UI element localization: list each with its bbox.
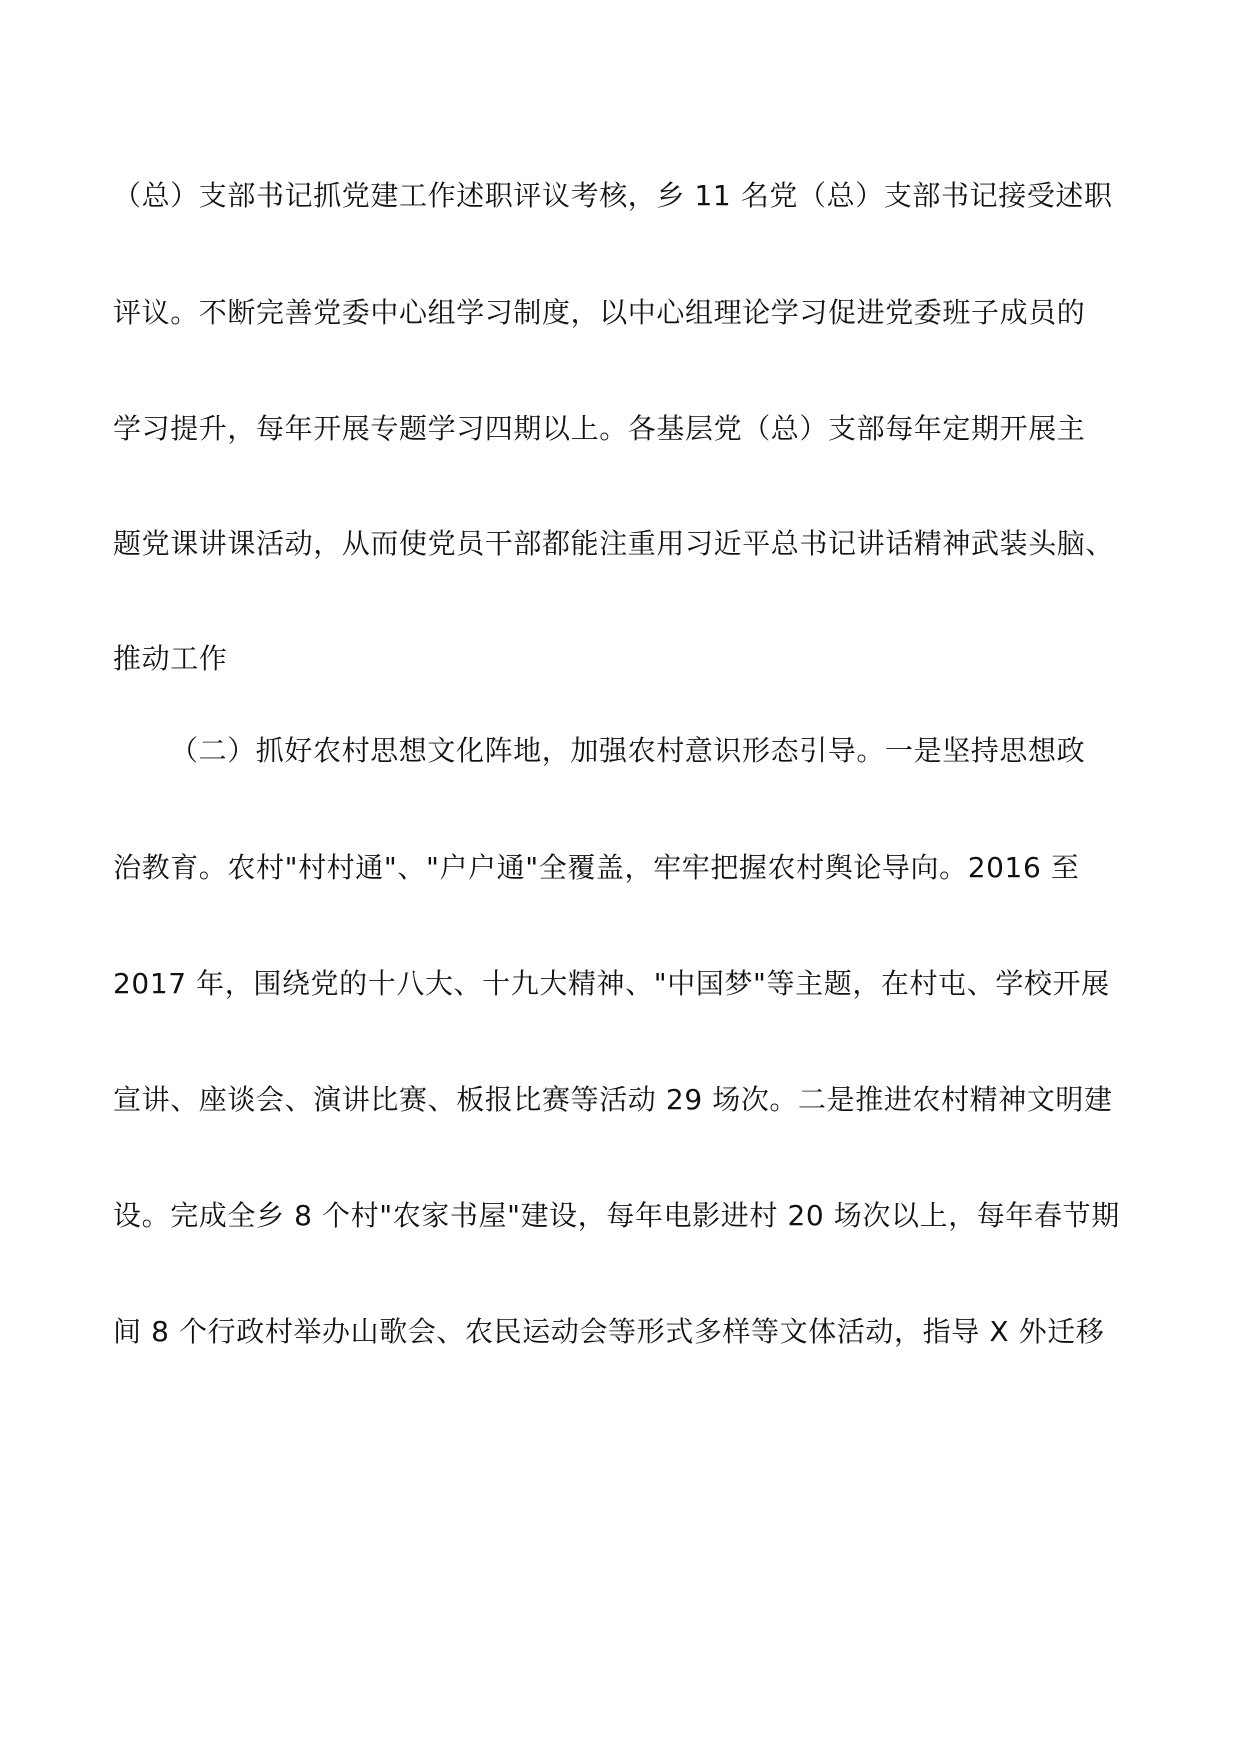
paragraph-line: （总）支部书记抓党建工作述职评议考核，乡 11 名党（总）支部书记接受述职 xyxy=(113,179,1113,212)
section-heading-line: （二）抓好农村思想文化阵地，加强农村意识形态引导。一是坚持思想政 xyxy=(170,734,1086,767)
paragraph-line: 宣讲、座谈会、演讲比赛、板报比赛等活动 29 场次。二是推进农村精神文明建 xyxy=(113,1083,1113,1116)
paragraph-line: 2017 年，围绕党的十八大、十九大精神、"中国梦"等主题，在村屯、学校开展 xyxy=(113,967,1110,1000)
paragraph-line: 评议。不断完善党委中心组学习制度，以中心组理论学习促进党委班子成员的 xyxy=(113,296,1086,329)
paragraph-line: 题党课讲课活动，从而使党员干部都能注重用习近平总书记讲话精神武装头脑、 xyxy=(113,527,1115,560)
paragraph-line: 推动工作 xyxy=(113,642,228,675)
paragraph-line: 学习提升，每年开展专题学习四期以上。各基层党（总）支部每年定期开展主 xyxy=(113,412,1086,445)
paragraph-line: 治教育。农村"村村通"、"户户通"全覆盖，牢牢把握农村舆论导向。2016 至 xyxy=(113,851,1080,884)
paragraph-line: 设。完成全乡 8 个村"农家书屋"建设，每年电影进村 20 场次以上，每年春节期 xyxy=(113,1199,1120,1232)
paragraph-line: 间 8 个行政村举办山歌会、农民运动会等形式多样等文体活动，指导 X 外迁移 xyxy=(113,1315,1105,1348)
